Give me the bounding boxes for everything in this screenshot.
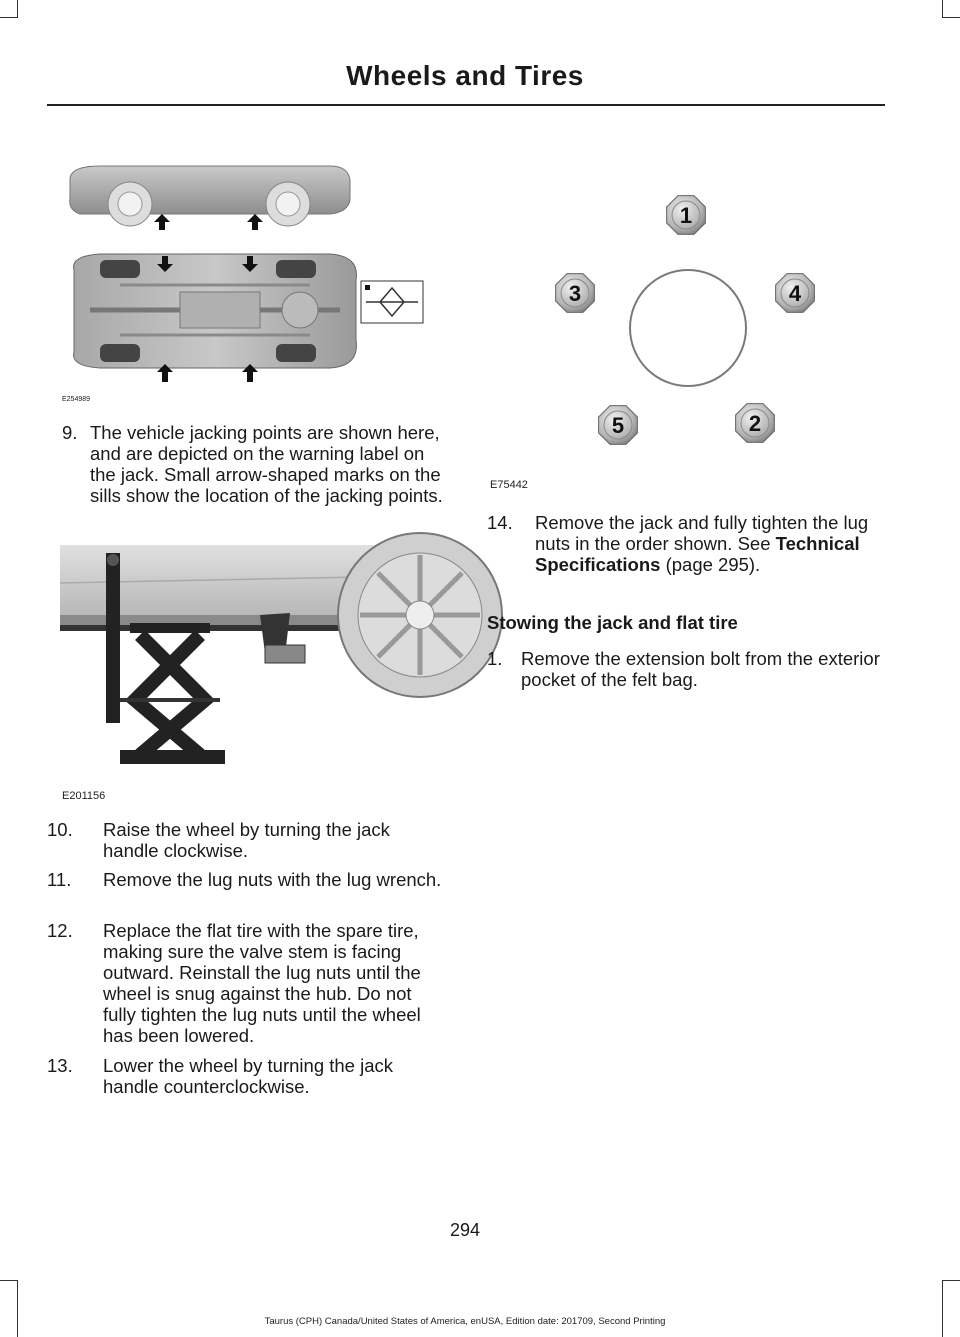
crop-mark [17, 0, 18, 18]
lug-nut-label: 3 [568, 281, 582, 306]
stow-step-1: 1. Remove the extension bolt from the exterior pocket of the felt bag. [487, 648, 880, 690]
header-divider [47, 104, 885, 106]
step-9: 9. The vehicle jacking points are shown here, and are depicted on the warning label on the jack. Small arrow-shaped marks on the sills show the location of the jacking points. [62, 422, 443, 506]
lug-nut-label: 2 [748, 411, 762, 436]
step-11: 11. Remove the lug nuts with the lug wrench. [47, 869, 442, 890]
lug-nut-2 [736, 404, 775, 443]
figure-code: E201156 [62, 790, 106, 802]
step-10: 10. Raise the wheel by turning the jack handle clockwise. [47, 819, 390, 861]
wheel-hub-circle [630, 270, 746, 386]
technical-specifications-link[interactable]: Technical Specifications [535, 533, 860, 575]
step-12: 12. Replace the flat tire with the spare tire, making sure the valve stem is facing outward. Reinstall the lug nuts until the wheel is snug against the hub. Do not fully tighten the lug nuts until the wheel has been lowered. [47, 920, 421, 1046]
lug-nut-1 [667, 196, 706, 235]
lug-nut-4 [776, 274, 815, 313]
jack-point-arrow [154, 214, 170, 230]
jack-base [120, 750, 225, 764]
jack-position-figure [60, 545, 450, 770]
crop-mark [942, 1280, 943, 1337]
crop-mark [942, 17, 960, 18]
lug-nut-label: 4 [788, 281, 802, 306]
section-heading: Stowing the jack and flat tire [487, 612, 738, 633]
lug-nut-label: 5 [611, 413, 625, 438]
page-number: 294 [449, 1220, 481, 1240]
crop-mark [0, 1280, 18, 1281]
underbody-wheel [100, 344, 140, 362]
crop-mark [0, 17, 18, 18]
lug-nut-3 [556, 274, 595, 313]
jack-handle [106, 553, 120, 723]
underbody-wheel [276, 260, 316, 278]
crop-mark [17, 1280, 18, 1337]
footer-edition: Taurus (CPH) Canada/United States of America, enUSA, Edition date: 201709, Second Printing [264, 1316, 666, 1327]
crop-mark [942, 0, 943, 18]
lug-nut-label: 1 [679, 203, 693, 228]
underbody-wheel [100, 260, 140, 278]
jack-point-arrow [247, 214, 263, 230]
jacking-points-figure [60, 160, 435, 385]
lug-pattern-figure [540, 185, 840, 455]
page-title: Wheels and Tires [346, 60, 584, 91]
figure-code: E254989 [62, 396, 91, 403]
step-14: 14. Remove the jack and fully tighten the lug nuts in the order shown. See Technical Specifications (page 295). [487, 512, 869, 575]
crop-mark [942, 1280, 960, 1281]
step-13: 13. Lower the wheel by turning the jack handle counterclockwise. [47, 1055, 394, 1097]
figure-code: E75442 [490, 479, 528, 491]
jack-top-saddle [130, 623, 210, 633]
lug-nut-5 [599, 406, 638, 445]
underbody-wheel [276, 344, 316, 362]
scissor-jack [135, 635, 205, 755]
